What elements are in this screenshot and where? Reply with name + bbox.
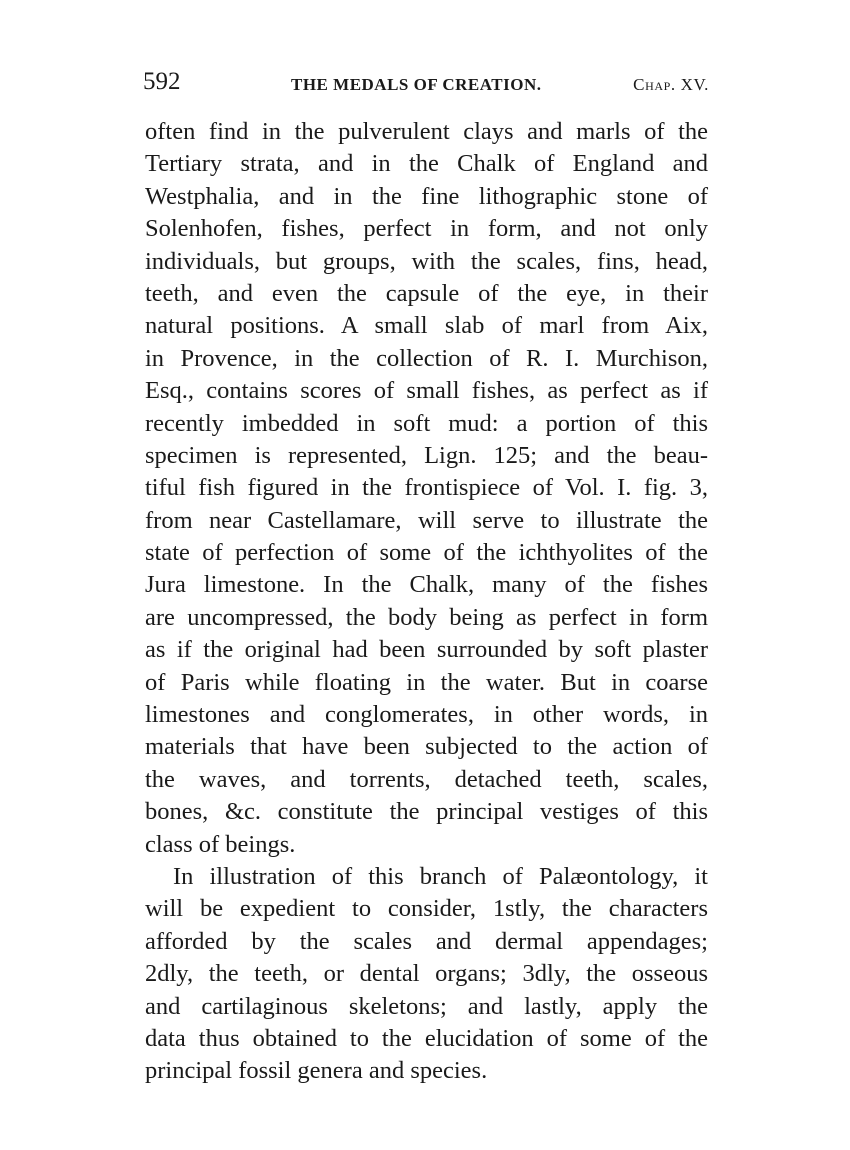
text-line: often find in the pulverulent clays and marls of the	[145, 118, 708, 145]
text-line: Tertiary strata, and in the Chalk of England and	[145, 150, 708, 178]
text-line: state of perfection of some of the ichthyolites of the	[145, 539, 708, 567]
text-line: bones, &c. constitute the principal vestiges of this	[145, 798, 708, 826]
text-line: In illustration of this branch of Palæontology, it	[173, 862, 708, 890]
text-line: data thus obtained to the elucidation of some of the	[145, 1024, 708, 1052]
text-line: materials that have been subjected to the action of	[145, 733, 708, 761]
text-line: limestones and conglomerates, in other words, in	[145, 701, 708, 729]
text-line: specimen is represented, Lign. 125; and the beau-	[145, 441, 708, 469]
text-line: in Provence, in the collection of R. I. Murchison,	[145, 344, 708, 372]
text-line: individuals, but groups, with the scales, fins, head,	[145, 247, 708, 275]
text-line: Esq., contains scores of small fishes, as perfect as if	[145, 377, 708, 405]
text-line: teeth, and even the capsule of the eye, in their	[145, 279, 708, 307]
text-line: 2dly, the teeth, or dental organs; 3dly, the osseous	[145, 960, 708, 988]
running-title: THE MEDALS OF CREATION.	[291, 75, 542, 94]
text-line: are uncompressed, the body being as perfect in form	[145, 603, 708, 631]
text-line: from near Castellamare, will serve to illustrate the	[145, 506, 708, 534]
body-text	[145, 116, 708, 1088]
text-line: principal fossil genera and species.	[145, 1057, 488, 1085]
text-line: Jura limestone. In the Chalk, many of the fishes	[145, 571, 708, 599]
text-line: will be expedient to consider, 1stly, the characters	[145, 895, 708, 923]
text-line: class of beings.	[145, 830, 296, 858]
text-line: the waves, and torrents, detached teeth, scales,	[145, 765, 708, 793]
text-line: as if the original had been surrounded by soft plaster	[145, 636, 708, 664]
page-number: 592	[143, 68, 181, 95]
text-line: Solenhofen, fishes, perfect in form, and not only	[145, 215, 708, 243]
text-line: tiful fish figured in the frontispiece of Vol. I. fig. 3,	[145, 474, 708, 502]
text-line: and cartilaginous skeletons; and lastly, apply the	[145, 992, 708, 1020]
chapter-label: Chap. XV.	[633, 75, 709, 94]
running-header	[143, 62, 709, 102]
text-line: Westphalia, and in the fine lithographic stone of	[145, 182, 708, 210]
text-line: natural positions. A small slab of marl from Aix,	[145, 312, 708, 340]
text-line: of Paris while floating in the water. But in coarse	[145, 668, 708, 696]
text-line: afforded by the scales and dermal appendages;	[145, 927, 708, 955]
text-line: recently imbedded in soft mud: a portion of this	[145, 409, 708, 437]
